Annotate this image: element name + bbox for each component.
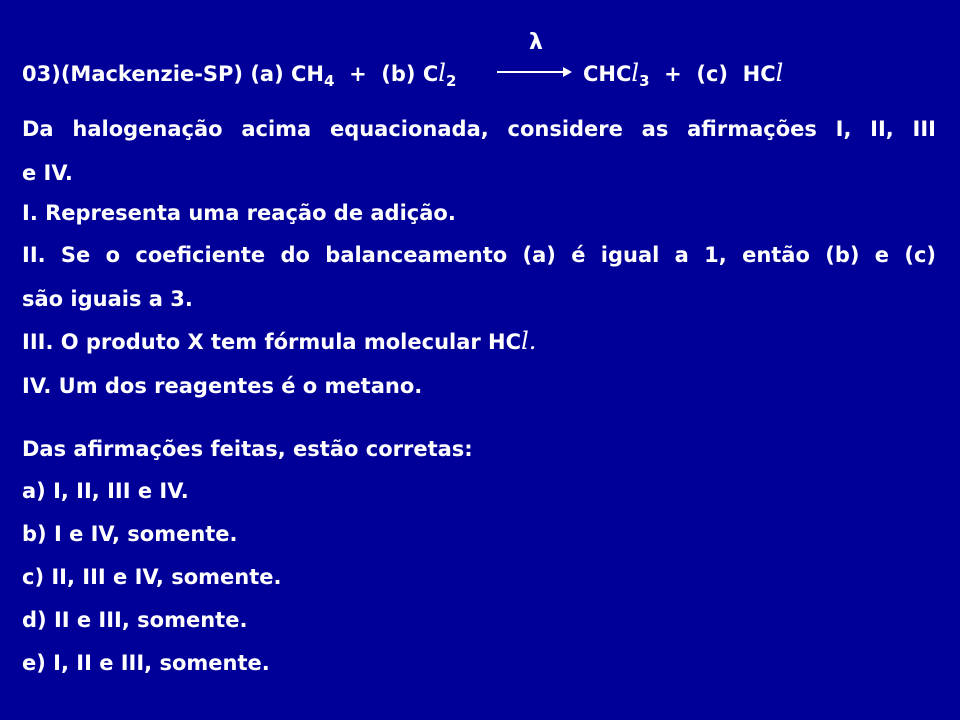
chlorine-l: l [438, 59, 446, 87]
hcl: HC [742, 62, 776, 86]
hcl-coefficient: (c) [696, 62, 729, 86]
option-c[interactable]: c) II, III e IV, somente. [22, 565, 282, 589]
statement-iii [22, 328, 536, 355]
chloroform-l: l [631, 59, 640, 87]
equation-prefix: 03)(Mackenzie-SP) (a) CH [22, 62, 324, 86]
hcl-l: l [775, 59, 784, 87]
statement-ii-line-1: II. Se o coeficiente do balanceamento (a) é igual a 1, então (b) e (c) [22, 243, 936, 267]
lambda-symbol: λ [529, 30, 543, 55]
chloroform: CHC [583, 62, 632, 86]
cl2-subscript: 2 [445, 72, 457, 90]
statement-iii-l: l. [521, 327, 537, 355]
ch4-subscript: 4 [324, 72, 335, 90]
chlorine-label: (b) C [381, 62, 439, 86]
question-text: Das afirmações feitas, estão corretas: [22, 437, 473, 461]
option-b[interactable]: b) I e IV, somente. [22, 522, 238, 546]
statement-ii-line-2: são iguais a 3. [22, 287, 193, 311]
plus-sign: + [349, 62, 367, 86]
statement-i: I. Representa uma reação de adição. [22, 201, 456, 225]
reaction-arrow [497, 64, 573, 80]
statement-iv: IV. Um dos reagentes é o metano. [22, 374, 423, 398]
option-d[interactable]: d) II e III, somente. [22, 608, 248, 632]
option-a[interactable]: a) I, II, III e IV. [22, 479, 189, 503]
option-e[interactable]: e) I, II e III, somente. [22, 651, 270, 675]
intro-line-1: Da halogenação acima equacionada, considere as afirmações I, II, III [22, 117, 936, 141]
statement-iii-text: III. O produto X tem fórmula molecular HC [22, 330, 522, 354]
chcl3-subscript: 3 [639, 72, 650, 90]
plus-sign-2: + [664, 62, 682, 86]
equation-right [583, 58, 783, 96]
equation-left [22, 58, 456, 96]
intro-line-2: e IV. [22, 161, 73, 185]
